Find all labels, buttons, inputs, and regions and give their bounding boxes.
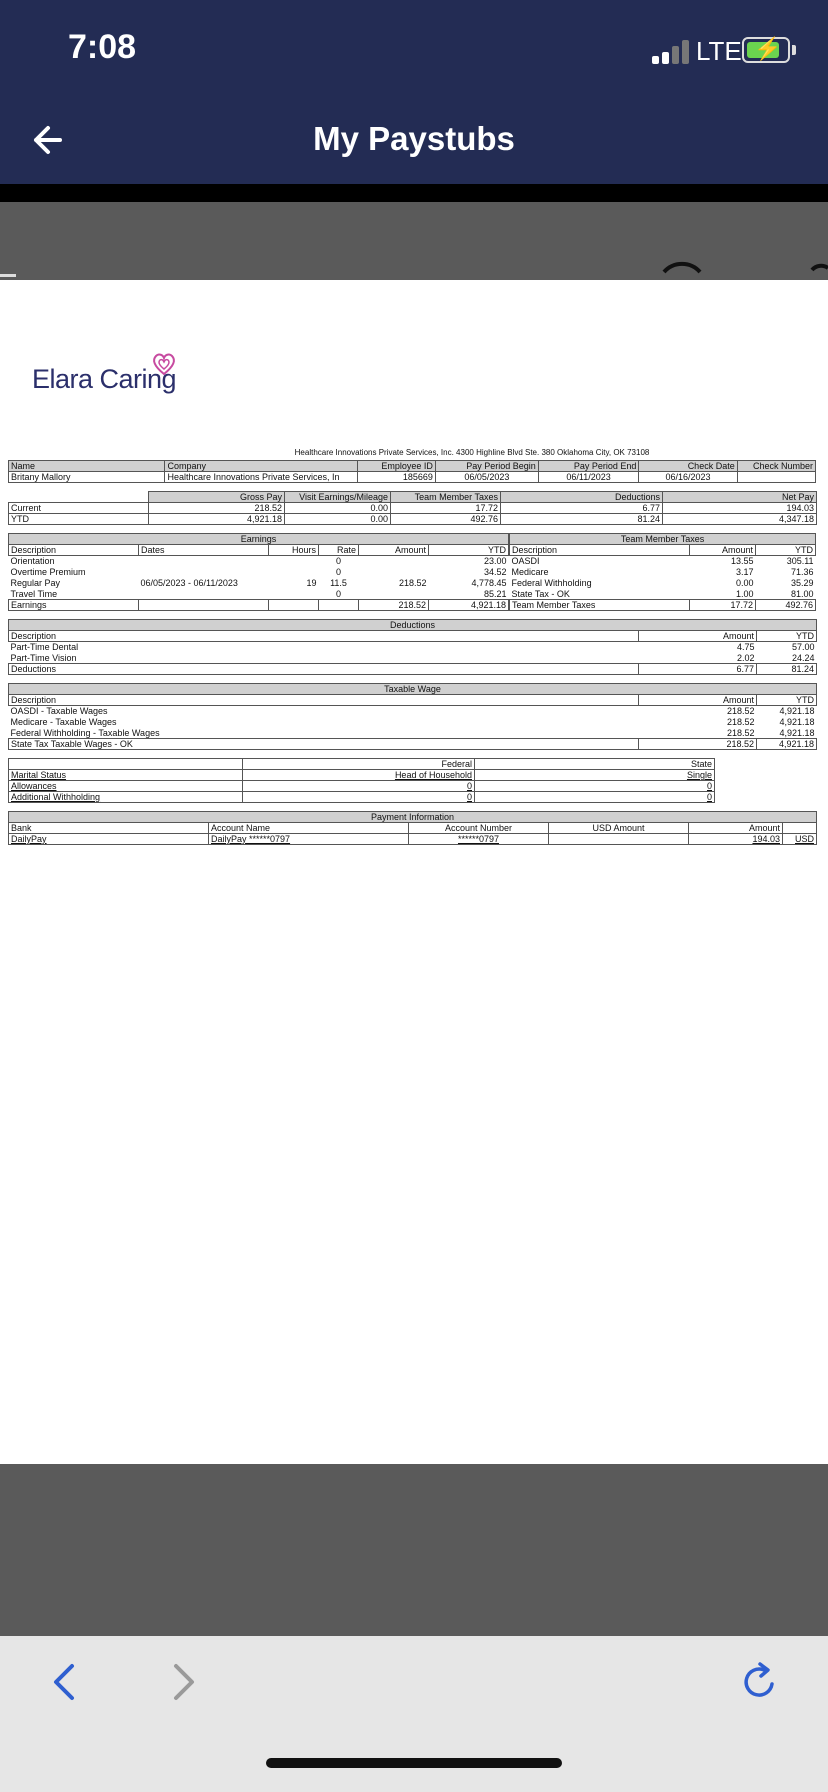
paystub-document[interactable] (0, 280, 828, 1464)
earnings-col: Dates (139, 545, 269, 556)
earnings-row (9, 567, 509, 578)
earnings-cell: 34.52 (484, 567, 507, 577)
payment-cell: ******0797 (409, 834, 549, 845)
taxes-table (509, 533, 816, 611)
payment-cell (549, 834, 689, 845)
taxes-row (510, 567, 816, 578)
summary-cell: 218.52 (149, 503, 285, 514)
taxes-col: YTD (756, 545, 816, 556)
battery-icon: ⚡ (742, 37, 790, 63)
taxes-col: Amount (690, 545, 756, 556)
network-label: LTE (696, 36, 742, 66)
withholding-cell: 0 (475, 781, 715, 792)
reload-icon[interactable] (738, 1660, 782, 1704)
header-label: Employee ID (357, 461, 435, 472)
taxable-cell: Medicare - Taxable Wages (10, 717, 117, 727)
payment-row (9, 834, 817, 845)
check-date: 06/16/2023 (639, 472, 737, 483)
summary-cell: 4,921.18 (149, 514, 285, 525)
deductions-col: Amount (639, 631, 757, 642)
earnings-cell: 4,778.45 (471, 578, 507, 588)
header-label: Company (165, 461, 357, 472)
taxable-cell: 4,921.18 (779, 727, 815, 738)
earnings-cell (359, 567, 429, 578)
taxable-cell: OASDI - Taxable Wages (10, 706, 108, 717)
withholding-row (9, 781, 715, 792)
earnings-cell (139, 567, 269, 578)
summary-cell: 6.77 (501, 503, 663, 514)
summary-cell: 4,347.18 (663, 514, 817, 525)
earnings-cell: Overtime Premium (10, 567, 86, 577)
company-name: Healthcare Innovations Private Services, In (165, 472, 357, 483)
period-end: 06/11/2023 (538, 472, 639, 483)
taxable-row (9, 728, 817, 739)
deductions-total-row (9, 664, 817, 675)
paystub (8, 448, 816, 845)
heart-logo-icon (150, 350, 178, 378)
earnings-col: YTD (429, 545, 509, 556)
taxes-cell: 3.17 (736, 567, 754, 577)
deductions-title: Deductions (9, 620, 817, 631)
payment-col-blank (783, 823, 817, 834)
summary-label: Deductions (501, 492, 663, 503)
withholding-table (8, 758, 715, 803)
earnings-title: Earnings (9, 534, 509, 545)
taxes-cell: 0.00 (736, 578, 754, 588)
summary-cell: YTD (9, 514, 149, 525)
earnings-cell (359, 556, 429, 567)
payment-table (8, 811, 817, 845)
earnings-cell (269, 556, 319, 567)
withholding-col: State (475, 759, 715, 770)
check-number (737, 472, 815, 483)
taxable-cell: Federal Withholding - Taxable Wages (10, 727, 160, 738)
taxable-title: Taxable Wage (9, 684, 817, 695)
employee-id: 185669 (357, 472, 435, 483)
earnings-table (8, 533, 509, 611)
employee-name: Britany Mallory (9, 472, 165, 483)
summary-row (9, 503, 817, 514)
summary-cell: Current (9, 503, 149, 514)
payment-col: Amount (689, 823, 783, 834)
header-label: Check Date (639, 461, 737, 472)
deductions-row (9, 642, 817, 653)
browser-back-icon[interactable] (44, 1660, 88, 1704)
taxes-cell: 71.36 (791, 567, 814, 577)
deductions-col: Description (9, 631, 639, 642)
earnings-cell (269, 589, 319, 600)
earnings-cell: Orientation (10, 556, 55, 567)
deductions-cell: 2.02 (736, 652, 755, 663)
summary-cell: 492.76 (391, 514, 501, 525)
earnings-col: Hours (269, 545, 319, 556)
summary-cell: 194.03 (663, 503, 817, 514)
taxable-cell: 218.52 (726, 706, 755, 717)
deductions-cell: 4.75 (736, 642, 755, 653)
earnings-cell: Travel Time (10, 588, 58, 599)
clock: 7:08 (68, 28, 137, 66)
earnings-cell (139, 556, 269, 567)
earnings-cell: 0 (335, 588, 341, 599)
earnings-total-row (9, 600, 509, 611)
payment-cell: 194.03 (689, 834, 783, 845)
payment-cell: DailyPay (9, 834, 209, 845)
taxes-row (510, 556, 816, 567)
taxable-cell: 4,921.18 (779, 717, 815, 727)
earnings-total-cell (269, 600, 319, 611)
taxes-cell: Federal Withholding (511, 578, 592, 588)
earnings-row (9, 589, 509, 600)
viewer-top-border (0, 184, 828, 202)
withholding-cell: Single (475, 770, 715, 781)
deductions-row (9, 653, 817, 664)
withholding-row (9, 770, 715, 781)
summary-label: Team Member Taxes (391, 492, 501, 503)
earnings-cell: Regular Pay (10, 578, 61, 588)
withholding-cell: Additional Withholding (9, 792, 243, 803)
taxable-cell: 218.52 (726, 727, 755, 738)
taxable-cell: State Tax Taxable Wages - OK (9, 739, 639, 750)
earnings-cell (269, 567, 319, 578)
earnings-total-cell (139, 600, 269, 611)
withholding-row (9, 792, 715, 803)
deductions-col: YTD (757, 631, 817, 642)
taxable-col: Description (9, 695, 639, 706)
deductions-total-cell: Deductions (9, 664, 639, 675)
taxes-title: Team Member Taxes (510, 534, 816, 545)
earnings-total-cell: Earnings (9, 600, 139, 611)
taxes-total-cell: 17.72 (690, 600, 756, 611)
header-table (8, 460, 816, 483)
header-label: Name (9, 461, 165, 472)
taxable-cell: 218.52 (639, 739, 757, 750)
payment-col: Account Name (209, 823, 409, 834)
taxes-total-cell: Team Member Taxes (510, 600, 690, 611)
taxes-row (510, 578, 816, 589)
payment-cell: USD (783, 834, 817, 845)
page-title: My Paystubs (313, 120, 515, 157)
payment-cell: DailyPay ******0797 (209, 834, 409, 845)
taxes-cell: 13.55 (731, 556, 754, 567)
taxable-row (9, 717, 817, 728)
battery-tip (792, 45, 796, 55)
logo-text: Elara Caring (32, 364, 177, 394)
summary-cell: 0.00 (285, 503, 391, 514)
earnings-col: Description (9, 545, 139, 556)
summary-label: Net Pay (663, 492, 817, 503)
taxable-col: Amount (639, 695, 757, 706)
company-logo (32, 364, 176, 395)
deductions-total-cell: 6.77 (639, 664, 757, 675)
taxable-cell: 4,921.18 (779, 706, 815, 717)
payment-col: Bank (9, 823, 209, 834)
nav-bar (0, 100, 828, 184)
withholding-cell: 0 (243, 781, 475, 792)
earnings-cell: 0 (335, 556, 341, 567)
taxes-row (510, 589, 816, 600)
earnings-cell: 06/05/2023 - 06/11/2023 (140, 578, 238, 588)
withholding-cell: Allowances (9, 781, 243, 792)
earnings-col: Rate (319, 545, 359, 556)
signal-icon (652, 38, 696, 64)
taxes-cell: OASDI (511, 556, 540, 567)
deductions-cell: Part-Time Dental (10, 642, 79, 653)
company-address: Healthcare Innovations Private Services, Inc. 4300 Highline Blvd Ste. 380 Oklahoma City, OK 73108 (294, 448, 650, 457)
earnings-total-cell: 4,921.18 (429, 600, 509, 611)
summary-cell: 17.72 (391, 503, 501, 514)
deductions-total-cell: 81.24 (757, 664, 817, 675)
taxes-cell: 1.00 (736, 588, 754, 599)
taxable-cell: 4,921.18 (757, 739, 817, 750)
taxable-col: YTD (757, 695, 817, 706)
taxes-total-row (510, 600, 816, 611)
payment-col: USD Amount (549, 823, 689, 834)
viewer-bottom-margin (0, 1464, 828, 1636)
taxes-col: Description (510, 545, 690, 556)
taxes-cell: 81.00 (791, 588, 814, 599)
earnings-total-cell (319, 600, 359, 611)
deductions-cell: Part-Time Vision (10, 652, 77, 663)
earnings-cell: 11.5 (330, 578, 347, 588)
period-begin: 06/05/2023 (435, 472, 538, 483)
earnings-cell: 218.52 (398, 578, 427, 588)
summary-label (9, 492, 149, 503)
earnings-cell (139, 589, 269, 600)
taxes-cell: Medicare (511, 567, 549, 577)
header-label: Check Number (737, 461, 815, 472)
summary-cell: 81.24 (501, 514, 663, 525)
withholding-cell: Head of Household (243, 770, 475, 781)
earnings-total-cell: 218.52 (359, 600, 429, 611)
deductions-cell: 57.00 (791, 642, 815, 653)
home-indicator (266, 1758, 562, 1768)
earnings-col: Amount (359, 545, 429, 556)
header-label: Pay Period Begin (435, 461, 538, 472)
summary-cell: 0.00 (285, 514, 391, 525)
withholding-cell: 0 (475, 792, 715, 803)
earnings-cell: 0 (335, 567, 341, 577)
taxable-row (9, 706, 817, 717)
withholding-col (9, 759, 243, 770)
withholding-cell: 0 (243, 792, 475, 803)
taxes-cell: 35.29 (791, 578, 814, 588)
browser-toolbar (0, 1636, 828, 1792)
summary-table (8, 491, 817, 525)
taxable-wage-table (8, 683, 817, 750)
earnings-cell: 23.00 (484, 556, 507, 567)
withholding-col: Federal (243, 759, 475, 770)
earnings-row (9, 556, 509, 567)
viewer-shadow (0, 240, 828, 280)
deductions-cell: 24.24 (791, 652, 815, 663)
payment-col: Account Number (409, 823, 549, 834)
taxes-cell: 305.11 (786, 556, 814, 567)
header-label: Pay Period End (538, 461, 639, 472)
status-bar (0, 0, 828, 100)
summary-row (9, 514, 817, 525)
summary-label: Visit Earnings/Mileage (285, 492, 391, 503)
withholding-cell: Marital Status (9, 770, 243, 781)
taxes-cell: State Tax - OK (511, 588, 570, 599)
earnings-cell (359, 589, 429, 600)
taxable-cell: 218.52 (726, 717, 755, 727)
viewer-margin (0, 202, 828, 280)
browser-forward-icon[interactable] (160, 1660, 204, 1704)
deductions-table (8, 619, 817, 675)
taxes-total-cell: 492.76 (756, 600, 816, 611)
earnings-cell: 85.21 (484, 588, 507, 599)
summary-label: Gross Pay (149, 492, 285, 503)
earnings-row (9, 578, 509, 589)
taxable-row (9, 739, 817, 750)
payment-title: Payment Information (9, 812, 817, 823)
earnings-cell: 19 (306, 578, 317, 588)
